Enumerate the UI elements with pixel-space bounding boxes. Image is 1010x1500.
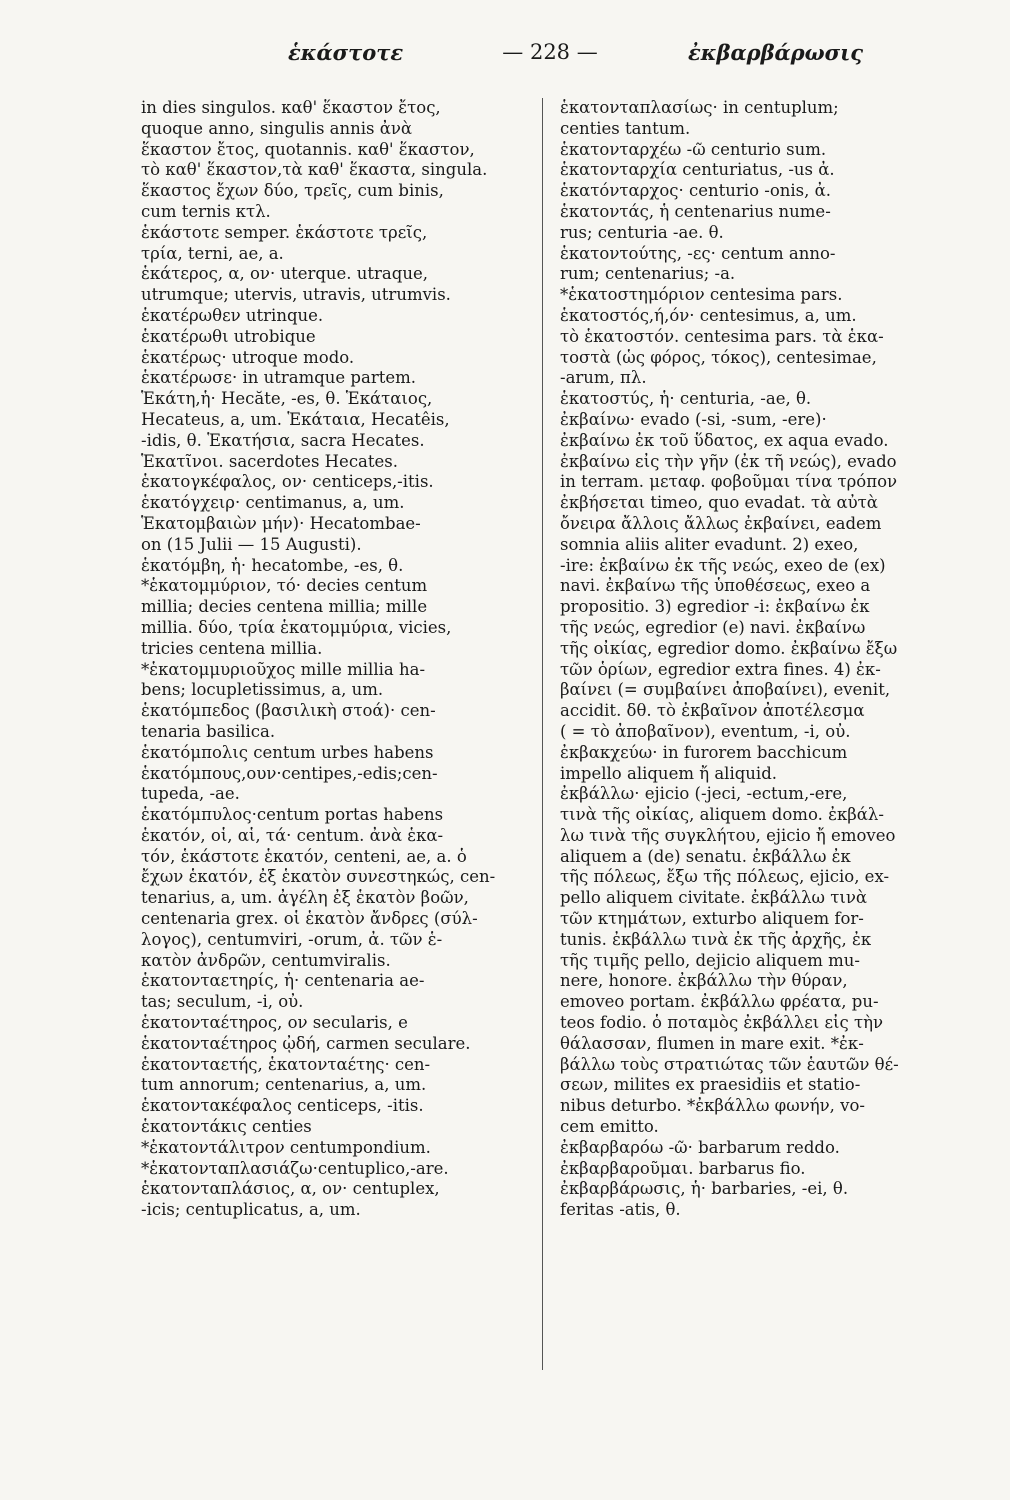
dictionary-line: λω τινὰ τῆς συγκλήτου, ejicio ἤ emoveo (560, 825, 896, 845)
dictionary-line: τῆς οἰκίας, egredior domo. ἐκβαίνω ἔξω (560, 638, 898, 658)
dictionary-line: ἐκβαρβαροῦμαι. barbarus fio. (560, 1158, 806, 1178)
dictionary-line: tum annorum; centenarius, a, um. (141, 1075, 427, 1095)
column-divider (542, 98, 543, 1370)
dictionary-line: ἑκατόγχειρ· centimanus, a, um. (141, 493, 405, 513)
dictionary-line: *ἑκατοντάλιτρον centumpondium. (141, 1137, 431, 1157)
dictionary-line: ἑκατονταπλάσιος, α, ον· centuplex, (141, 1179, 440, 1199)
dictionary-line: Hecateus, a, um. Ἑκάταια, Hecatêis, (141, 409, 450, 429)
dictionary-line: *ἑκατοστημόριον centesima pars. (560, 285, 843, 305)
dictionary-line: ἐκβαίνω εἰς τὴν γῆν (ἐκ τῆ νεώς), evado (560, 451, 897, 471)
dictionary-line: ἐκβαίνω ἐκ τοῦ ὕδατος, ex aqua evado. (560, 430, 889, 450)
dictionary-line: somnia aliis aliter evadunt. 2) exeo, (560, 534, 859, 554)
dictionary-line: ἑκατόν, οἱ, αἱ, τά· centum. ἀνὰ ἑκα- (141, 825, 444, 845)
dictionary-line: tupeda, -ae. (141, 784, 240, 804)
dictionary-line: Ἑκατομβαιὼν μήν)· Hecatombae- (141, 513, 421, 533)
dictionary-line: ἑκατονταετής, ἑκατονταέτης· cen- (141, 1054, 431, 1074)
dictionary-line: ἐκβακχεύω· in furorem bacchicum (560, 742, 848, 762)
dictionary-line: ἕκαστον ἔτος, quotannis. καθ' ἕκαστον, (141, 139, 475, 159)
dictionary-line: millia. δύο, τρία ἑκατομμύρια, vicies, (141, 617, 452, 637)
dictionary-line: ἐκβάλλω· ejicio (-jeci, -ectum,-ere, (560, 784, 848, 804)
dictionary-line: rus; centuria -ae. θ. (560, 222, 724, 242)
dictionary-line: τοστὰ (ὡς φόρος, τόκος), centesimae, (560, 347, 877, 367)
dictionary-line: ἑκατέρως· utroque modo. (141, 347, 355, 367)
dictionary-line: θάλασσαν, flumen in mare exit. *ἐκ- (560, 1033, 864, 1053)
dictionary-line: ἑκατοντακέφαλος centiceps, -itis. (141, 1096, 424, 1116)
dictionary-line: τὸ ἑκατοστόν. centesima pars. τὰ ἑκα- (560, 326, 884, 346)
header-right-guideword: ἐκβαρβάρωσις (688, 40, 864, 65)
dictionary-line: in terram. μεταφ. φοβοῦμαι τίνα τρόπον (560, 472, 898, 492)
dictionary-line: cem emitto. (560, 1117, 659, 1137)
dictionary-line: τῆς τιμῆς pello, dejicio aliquem mu- (560, 950, 860, 970)
dictionary-line: -icis; centuplicatus, a, um. (141, 1200, 361, 1220)
dictionary-line: ἑκατόμπυλος·centum portas habens (141, 805, 444, 825)
dictionary-line: rum; centenarius; -a. (560, 264, 736, 284)
dictionary-line: -idis, θ. Ἑκατήσια, sacra Hecates. (141, 430, 425, 450)
dictionary-line: λογος), centumviri, -orum, ἀ. τῶν ἑ- (141, 929, 443, 949)
dictionary-line: ἑκατόμβη, ἡ· hecatombe, -es, θ. (141, 555, 404, 575)
dictionary-line: Ἑκάτη,ἡ· Hecăte, -es, θ. Ἑκάταιος, (141, 389, 433, 409)
dictionary-line: feritas -atis, θ. (560, 1200, 681, 1220)
dictionary-line: ἕκαστος ἔχων δύο, τρεῖς, cum binis, (141, 181, 444, 201)
dictionary-line: τῶν κτημάτων, exturbo aliquem for- (560, 909, 864, 929)
dictionary-line: ἑκατοντάς, ἡ centenarius nume- (560, 201, 831, 221)
dictionary-line: ἑκατονταέτηρος, ον secularis, e (141, 1013, 408, 1033)
dictionary-line: quoque anno, singulis annis ἀνὰ (141, 118, 413, 138)
dictionary-line: τρία, terni, ae, a. (141, 243, 284, 263)
dictionary-line: ἑκατόμπους,ουν·centipes,-edis;cen- (141, 763, 438, 783)
dictionary-line: ἑκατοστύς, ἡ· centuria, -ae, θ. (560, 389, 812, 409)
dictionary-line: ἑκατοντούτης, -ες· centum anno- (560, 243, 836, 263)
dictionary-line: ἑκατόνταρχος· centurio -onis, ἀ. (560, 181, 832, 201)
dictionary-line: nere, honore. ἐκβάλλω τὴν θύραν, (560, 971, 848, 991)
dictionary-line: tenaria basilica. (141, 721, 276, 741)
dictionary-line: τὸ καθ' ἕκαστον,τὰ καθ' ἕκαστα, singula. (141, 160, 488, 180)
dictionary-line: utrumque; utervis, utravis, utrumvis. (141, 285, 451, 305)
dictionary-line: ἑκατονταέτηρος ᾠδή, carmen seculare. (141, 1033, 471, 1053)
dictionary-line: τόν, ἑκάστοτε ἑκατόν, centeni, ae, a. ὁ (141, 846, 467, 866)
dictionary-line: ἑκατονταπλασίως· in centuplum; (560, 98, 839, 117)
dictionary-line: centenaria grex. οἱ ἑκατὸν ἄνδρες (σύλ- (141, 909, 478, 929)
dictionary-line: in dies singulos. καθ' ἕκαστον ἔτος, (141, 98, 441, 117)
dictionary-line: *ἑκατομμύριον, τό· decies centum (141, 576, 428, 596)
dictionary-line: βάλλω τοὺς στρατιώτας τῶν ἑαυτῶν θέ- (560, 1054, 899, 1074)
dictionary-line: tunis. ἐκβάλλω τινὰ ἐκ τῆς ἀρχῆς, ἐκ (560, 929, 872, 949)
dictionary-line: τῶν ὁρίων, egredior extra fines. 4) ἐκ- (560, 659, 881, 679)
dictionary-line: ἑκάτερος, α, ον· uterque. utraque, (141, 264, 428, 284)
dictionary-line: τινὰ τῆς οἰκίας, aliquem domo. ἐκβάλ- (560, 805, 884, 825)
dictionary-line: ἑκατέρωσε· in utramque partem. (141, 368, 416, 388)
dictionary-line: ἐκβαρβαρόω -ῶ· barbarum reddo. (560, 1137, 840, 1157)
dictionary-line: ἑκατέρωθι utrobique (141, 326, 316, 346)
header-left-guideword: ἑκάστοτε (288, 40, 404, 65)
dictionary-line: *ἑκατομμυριοῦχος mille millia ha- (141, 659, 426, 679)
dictionary-line: ( = τὸ ἀποβαῖνον), eventum, -i, οὐ. (560, 721, 851, 741)
dictionary-line: ἑκατόμπολις centum urbes habens (141, 742, 434, 762)
dictionary-line: cum ternis κτλ. (141, 201, 271, 221)
dictionary-line: ἑκατογκέφαλος, ον· centiceps,-itis. (141, 472, 434, 492)
dictionary-line: ἑκατονταετηρίς, ἡ· centenaria ae- (141, 971, 425, 991)
dictionary-line: ἐκβαίνω· evado (-si, -sum, -ere)· (560, 409, 827, 429)
right-column (560, 98, 922, 1221)
dictionary-line: ἑκατονταρχέω -ῶ centurio sum. (560, 139, 827, 159)
dictionary-line: centies tantum. (560, 118, 691, 138)
dictionary-line: Ἑκατῖνοι. sacerdotes Hecates. (141, 451, 398, 471)
dictionary-line: ἔχων ἑκατόν, ἐξ ἑκατὸν συνεστηκώς, cen- (141, 867, 496, 887)
dictionary-line: κατὸν ἀνδρῶν, centumviralis. (141, 950, 391, 970)
dictionary-line: navi. ἐκβαίνω τῆς ὑποθέσεως, exeo a (560, 576, 871, 596)
dictionary-line: ἑκατοντάκις centies (141, 1117, 312, 1137)
dictionary-line: ἑκατονταρχία centuriatus, -us ἀ. (560, 160, 835, 180)
dictionary-line: tenarius, a, um. ἀγέλη ἐξ ἑκατὸν βοῶν, (141, 888, 469, 908)
dictionary-line: aliquem a (de) senatu. ἐκβάλλω ἐκ (560, 846, 851, 866)
dictionary-line: -ire: ἐκβαίνω ἐκ τῆς νεώς, exeo de (ex) (560, 555, 886, 575)
dictionary-line: σεων, milites ex praesidiis et statio- (560, 1075, 861, 1095)
dictionary-line: τῆς νεώς, egredior (e) navi. ἐκβαίνω (560, 617, 866, 637)
dictionary-line: bens; locupletissimus, a, um. (141, 680, 384, 700)
dictionary-line: accidit. δθ. τὸ ἐκβαῖνον ἀποτέλεσμα (560, 701, 865, 721)
dictionary-line: on (15 Julii — 15 Augusti). (141, 534, 362, 554)
dictionary-line: ἑκατόμπεδος (βασιλικὴ στοά)· cen- (141, 701, 436, 721)
dictionary-line: βαίνει (= συμβαίνει ἀποβαίνει), evenit, (560, 680, 891, 700)
dictionary-line: emoveo portam. ἐκβάλλω φρέατα, pu- (560, 992, 879, 1012)
dictionary-line: ἐκβήσεται timeo, quo evadat. τὰ αὐτὰ (560, 493, 878, 513)
dictionary-line: -arum, πλ. (560, 368, 647, 388)
dictionary-line: ἑκατέρωθεν utrinque. (141, 305, 324, 325)
dictionary-line: ἐκβαρβάρωσις, ἡ· barbaries, -ei, θ. (560, 1179, 849, 1199)
dictionary-line: pello aliquem civitate. ἐκβάλλω τινὰ (560, 888, 867, 908)
dictionary-line: millia; decies centena millia; mille (141, 597, 428, 617)
dictionary-line: tricies centena millia. (141, 638, 323, 658)
dictionary-line: impello aliquem ἤ aliquid. (560, 763, 778, 783)
dictionary-line: ἑκατοστός,ή,όν· centesimus, a, um. (560, 305, 857, 325)
dictionary-line: ἑκάστοτε semper. ἑκάστοτε τρεῖς, (141, 222, 428, 242)
dictionary-line: τῆς πόλεως, ἔξω τῆς πόλεως, ejicio, ex- (560, 867, 890, 887)
left-column (141, 98, 534, 1221)
dictionary-line: teos fodio. ὁ ποταμὸς ἐκβάλλει εἰς τὴν (560, 1013, 883, 1033)
dictionary-line: propositio. 3) egredior -i: ἐκβαίνω ἐκ (560, 597, 870, 617)
dictionary-line: nibus deturbo. *ἐκβάλλω φωνήν, vo- (560, 1096, 865, 1116)
dictionary-line: tas; seculum, -i, οὐ. (141, 992, 304, 1012)
dictionary-line: ὄνειρα ἄλλοις ἄλλως ἐκβαίνει, eadem (560, 513, 882, 533)
page-number: — 228 — (502, 40, 598, 64)
dictionary-line: *ἑκατονταπλασιάζω·centuplico,-are. (141, 1158, 449, 1178)
